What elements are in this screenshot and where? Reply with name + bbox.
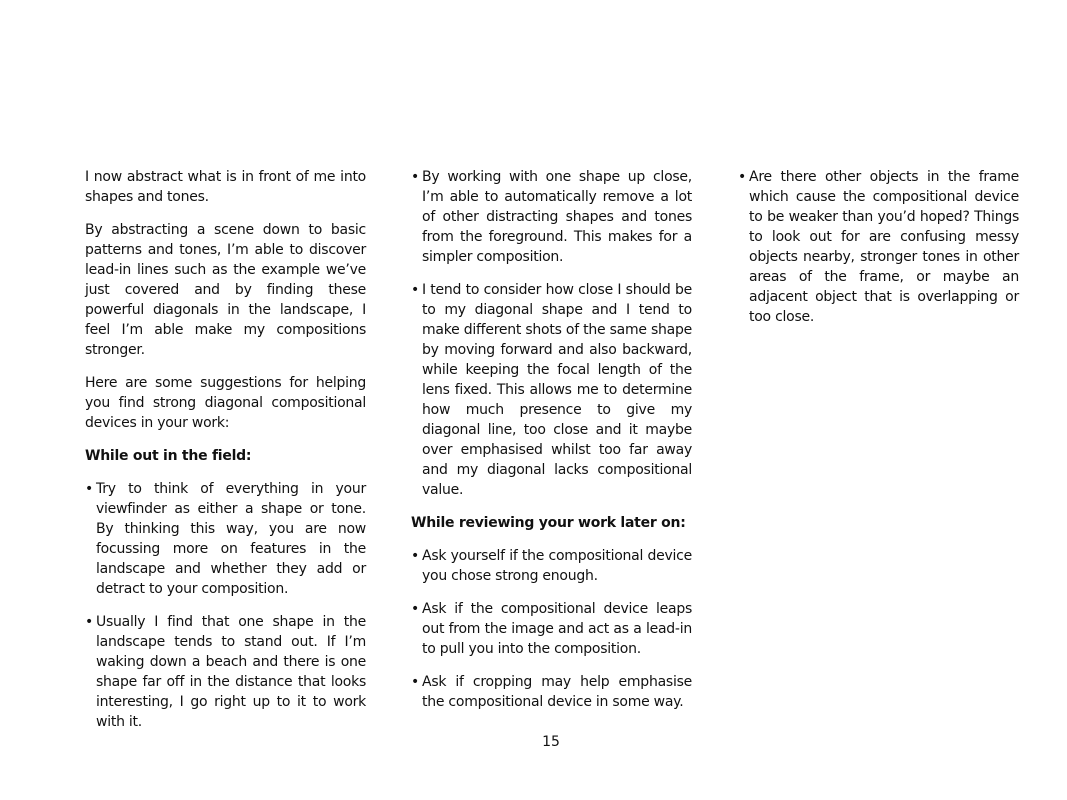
bullet-list <box>738 167 1019 327</box>
page-number: 15 <box>542 734 560 750</box>
list-item-text: Are there other objects in the frame which cause the compositional device to be weaker than you’d hoped? Things to look out for are confusing messy objects nearby, stronger tones in other areas of the frame, or maybe an adjacent object that is overlapping or too close. <box>749 169 1019 325</box>
list-item <box>411 280 692 500</box>
bullet-icon: • <box>411 548 420 564</box>
bullet-icon: • <box>411 674 420 690</box>
bullet-icon: • <box>738 169 747 185</box>
list-item <box>85 479 366 599</box>
bullet-icon: • <box>85 481 94 497</box>
list-item-text: By working with one shape up close, I’m able to automatically remove a lot of other distracting shapes and tones from the foreground. This makes for a simpler composition. <box>422 169 692 265</box>
column-right <box>738 167 1019 340</box>
list-item <box>738 167 1019 327</box>
bullet-icon: • <box>411 169 420 185</box>
list-item <box>411 599 692 659</box>
bullet-icon: • <box>411 601 420 617</box>
column-middle <box>411 167 692 725</box>
bullet-list <box>411 546 692 712</box>
section-heading-field: While out in the field: <box>85 448 252 464</box>
bullet-icon: • <box>411 282 420 298</box>
paragraph: Here are some suggestions for helping you find strong diagonal compositional devices in your work: <box>85 375 366 431</box>
list-item <box>411 167 692 267</box>
list-item <box>85 612 366 732</box>
list-item <box>411 672 692 712</box>
section-heading-review: While reviewing your work later on: <box>411 515 686 531</box>
list-item-text: Usually I find that one shape in the landscape tends to stand out. If I’m waking down a beach and there is one shape far off in the distance that looks interesting, I go right up to it to work with it. <box>96 614 366 730</box>
paragraph: By abstracting a scene down to basic patterns and tones, I’m able to discover lead-in lines such as the example we’ve just covered and by finding these powerful diagonals in the landscape, I feel I’m able make my compositions stronger. <box>85 222 366 358</box>
bullet-list <box>411 167 692 500</box>
paragraph: I now abstract what is in front of me into shapes and tones. <box>85 169 366 205</box>
column-left <box>85 167 366 745</box>
list-item-text: Try to think of everything in your viewfinder as either a shape or tone. By thinking this way, you are now focussing more on features in the landscape and whether they add or detract to your composition. <box>96 481 366 597</box>
list-item-text: Ask if cropping may help emphasise the compositional device in some way. <box>422 674 692 710</box>
list-item-text: Ask yourself if the compositional device you chose strong enough. <box>422 548 692 584</box>
bullet-icon: • <box>85 614 94 630</box>
list-item-text: I tend to consider how close I should be to my diagonal shape and I tend to make different shots of the same shape by moving forward and also backward, while keeping the focal length of the lens fixed. This allows me to determine how much presence to give my diagonal line, too close and it maybe over emphasised whilst too far away and my diagonal lacks compositional value. <box>422 282 692 498</box>
bullet-list <box>85 479 366 732</box>
list-item <box>411 546 692 586</box>
list-item-text: Ask if the compositional device leaps out from the image and act as a lead-in to pull you into the composition. <box>422 601 692 657</box>
